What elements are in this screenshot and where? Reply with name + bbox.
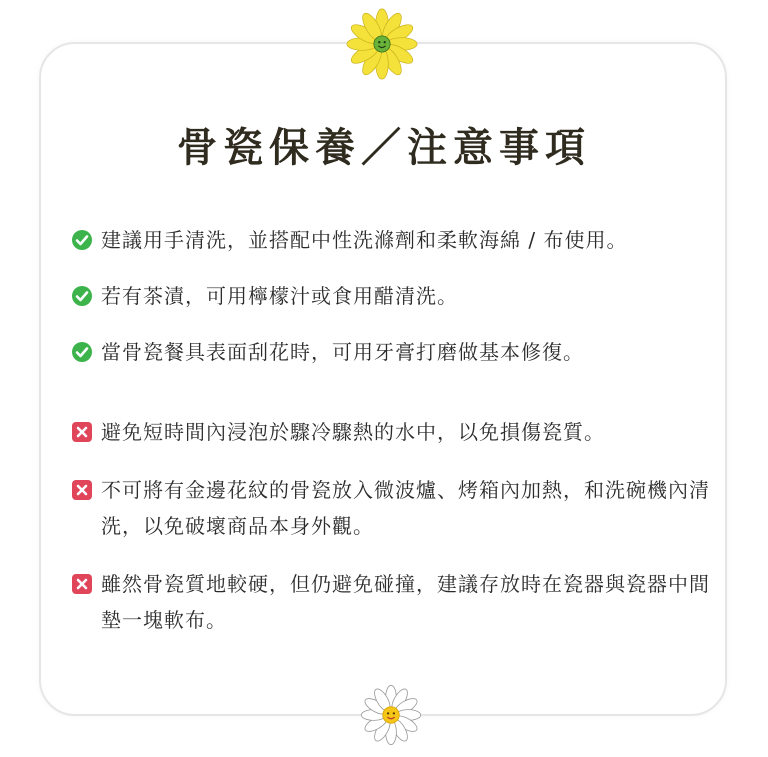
check-circle-icon (71, 229, 93, 251)
warning-item (71, 414, 711, 450)
care-tip-item (71, 278, 711, 314)
care-tip-text: 若有茶漬，可用檸檬汁或食用醋清洗。 (101, 284, 458, 308)
check-circle-icon (71, 285, 93, 307)
warning-text: 不可將有金邊花紋的骨瓷放入微波爐、烤箱內加熱，和洗碗機內清洗，以免破壞商品本身外觀。 (101, 478, 710, 538)
care-tip-text: 建議用手清洗，並搭配中性洗滌劑和柔軟海綿 / 布使用。 (101, 228, 628, 252)
care-tip-item (71, 334, 711, 370)
care-tip-text: 當骨瓷餐具表面刮花時，可用牙膏打磨做基本修復。 (101, 340, 584, 364)
x-square-icon (71, 573, 93, 595)
warning-item (71, 566, 711, 638)
warning-item (71, 472, 711, 544)
x-square-icon (71, 479, 93, 501)
care-list (71, 222, 711, 638)
warning-text: 避免短時間內浸泡於驟冷驟熱的水中，以免損傷瓷質。 (101, 420, 605, 444)
care-tip-item (71, 222, 711, 258)
white-daisy-icon (358, 682, 424, 748)
check-circle-icon (71, 341, 93, 363)
x-square-icon (71, 421, 93, 443)
warning-text: 雖然骨瓷質地較硬，但仍避免碰撞，建議存放時在瓷器與瓷器中間墊一塊軟布。 (101, 572, 710, 632)
yellow-daisy-icon (346, 8, 418, 80)
page-title: 骨瓷保養／注意事項 (177, 125, 591, 171)
